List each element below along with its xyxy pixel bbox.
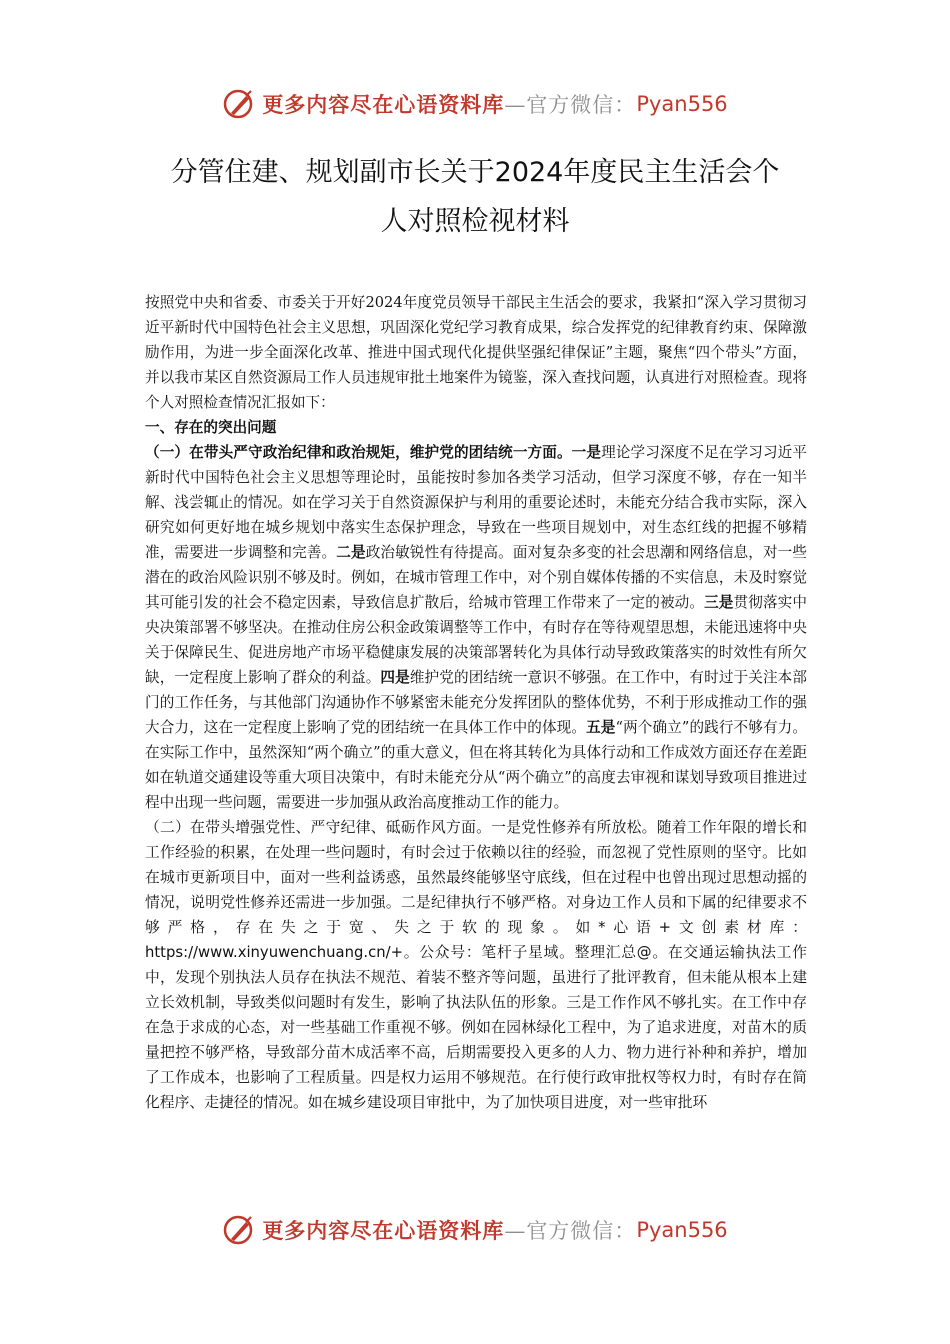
document-body bbox=[145, 290, 807, 1115]
title-line-2: 人对照检视材料 bbox=[380, 206, 570, 237]
point-1-text: 理论学习深度不足在学习习近平新时代中国特色社会主义思想等理论时，虽能按时参加各类学习活动，但学习深度不够，存在一知半解、浅尝辄止的情况。如在学习关于自然资源保护与利用的重要论述时，未能充分结合我市实际，深入研究如何更好地在城乡规划中落实生态保护理念，导致在一些项目规划中，对生态红线的把握不够精准，需要进一步调整和完善。 bbox=[145, 444, 807, 561]
intro-paragraph: 按照党中央和省委、市委关于开好2024年度党员领导干部民主生活会的要求，我紧扣“深入学习贯彻习近平新时代中国特色社会主义思想，巩固深化党纪学习教育成果，综合发挥党的纪律教育约束、保障激励作用，为进一步全面深化改革、推进中国式现代化提供坚强纪律保证”主题，聚焦“四个带头”方面，并以我市某区自然资源局工作人员违规审批土地案件为镜鉴，深入查找问题，认真进行对照检查。现将个人对照检查情况汇报如下： bbox=[145, 294, 807, 411]
document-title bbox=[130, 148, 820, 246]
subsection-1-paragraph bbox=[145, 440, 807, 815]
title-line-1: 分管住建、规划副市长关于2024年度民主生活会个 bbox=[170, 157, 780, 188]
subsection-1-lead: （一）在带头严守政治纪律和政治规矩，维护党的团结统一方面。 bbox=[145, 444, 572, 461]
banner-title: 更多内容尽在心语资料库 bbox=[262, 1218, 505, 1243]
point-2-text: 政治敏锐性有待提高。面对复杂多变的社会思潮和网络信息，对一些潜在的政治风险识别不够及时。例如，在城市管理工作中，对个别自媒体传播的不实信息，未及时察觉其可能引发的社会不稳定因素，导致信息扩散后，给城市管理工作带来了一定的被动。 bbox=[145, 544, 807, 611]
point-4-text: 维护党的团结统一意识不够强。在工作中，有时过于关注本部门的工作任务，与其他部门沟通协作不够紧密未能充分发挥团队的整体优势，不利于形成推动工作的强大合力，这在一定程度上影响了党的团结统一在具体工作中的体现。 bbox=[145, 669, 807, 736]
quill-logo-icon bbox=[222, 87, 256, 121]
footer-banner bbox=[0, 1210, 950, 1250]
header-banner bbox=[0, 84, 950, 124]
point-5-text: “两个确立”的践行不够有力。在实际工作中，虽然深知“两个确立”的重大意义，但在将其转化为具体行动和工作成效方面还存在差距如在轨道交通建设等重大项目决策中，有时未能充分从“两个确立”的高度去审视和谋划导致项目推进过程中出现一些问题，需要进一步加强从政治高度推动工作的能力。 bbox=[145, 719, 807, 811]
point-4-label: 四是 bbox=[380, 669, 410, 686]
point-3-text: 贯彻落实中央决策部署不够坚决。在推动住房公积金政策调整等工作中，有时存在等待观望思想，未能迅速将中央关于保障民生、促进房地产市场平稳健康发展的决策部署转化为具体行动导致政策落实的时效性有所欠缺，一定程度上影响了群众的利益。 bbox=[145, 594, 807, 686]
quill-logo-icon bbox=[222, 1213, 256, 1247]
subsection-2-paragraph: （二）在带头增强党性、严守纪律、砥砺作风方面。一是党性修养有所放松。随着工作年限的增长和工作经验的积累，在处理一些问题时，有时会过于依赖以往的经验，而忽视了党性原则的坚守。比如在城市更新项目中，面对一些利益诱惑，虽然最终能够坚守底线，但在过程中也曾出现过思想动摇的情况，说明党性修养还需进一步加强。二是纪律执行不够严格。对身边工作人员和下属的纪律要求不够严格，存在失之于宽、失之于软的现象。如*心语+文创素材库：https://www.xinyuwenchuang.cn/+。公众号：笔杆子星域。整理汇总@。在交通运输执法工作中，发现个别执法人员存在执法不规范、着装不整齐等问题，虽进行了批评教育，但未能从根本上建立长效机制，导致类似问题时有发生，影响了执法队伍的形象。三是工作作风不够扎实。在工作中存在急于求成的心态，对一些基础工作重视不够。例如在园林绿化工程中，为了追求进度，对苗木的质量把控不够严格，导致部分苗木成活率不高，后期需要投入更多的人力、物力进行补种和养护，增加了工作成本，也影响了工程质量。四是权力运用不够规范。在行使行政审批权等权力时，有时存在简化程序、走捷径的情况。如在城乡建设项目审批中，为了加快项目进度，对一些审批环 bbox=[145, 819, 807, 1111]
banner-title: 更多内容尽在心语资料库 bbox=[262, 92, 505, 117]
point-1-label: 一是 bbox=[571, 444, 602, 461]
banner-subtitle: —官方微信： bbox=[504, 1219, 637, 1243]
banner-wechat-id: Pyan556 bbox=[636, 1218, 728, 1242]
point-3-label: 三是 bbox=[704, 594, 734, 611]
point-5-label: 五是 bbox=[586, 719, 616, 736]
point-2-label: 二是 bbox=[336, 544, 366, 561]
banner-wechat-id: Pyan556 bbox=[636, 92, 728, 116]
section-heading: 一、存在的突出问题 bbox=[145, 419, 277, 436]
banner-subtitle: —官方微信： bbox=[504, 93, 637, 117]
